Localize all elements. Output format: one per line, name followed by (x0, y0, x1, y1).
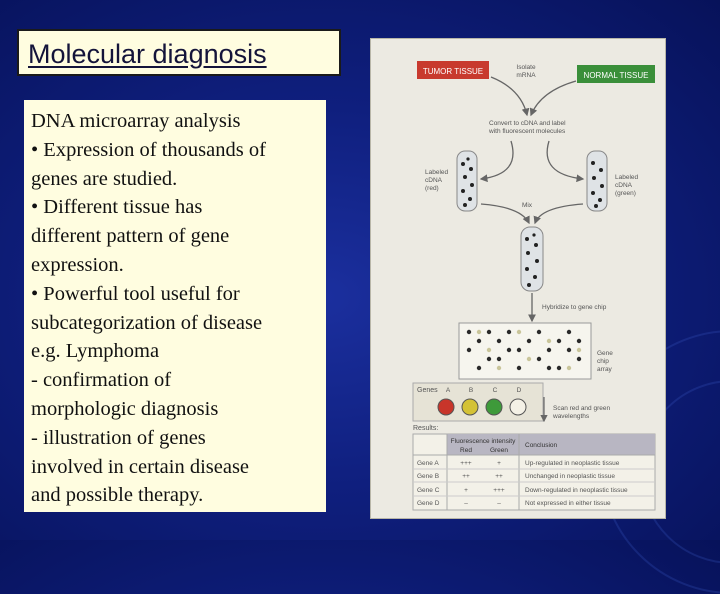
tumor-tissue-label: TUMOR TISSUE (422, 67, 484, 76)
mix-label: Mix (521, 202, 533, 209)
arrow (531, 81, 576, 115)
gene-a-dot (438, 399, 454, 415)
body-line: different pattern of gene (31, 225, 230, 248)
mixed-tube (521, 227, 543, 291)
body-line: • Different tissue has (31, 196, 203, 219)
convert-label: with fluorescent molecules (489, 128, 566, 135)
body-line: subcategorization of disease (31, 311, 263, 334)
body-line: e.g. Lymphoma (31, 340, 160, 363)
table-header-red: Red (460, 447, 472, 454)
green-tube (587, 151, 607, 211)
table-header-group: Fluorescence intensity (450, 438, 516, 445)
labeled-red-label: (red) (425, 185, 439, 192)
convert-label: Convert to cDNA and label (489, 120, 566, 127)
isolate-label: Isolate (516, 64, 536, 71)
table-cell-conclusion: Down-regulated in neoplastic tissue (525, 487, 628, 494)
table-cell-green: + (497, 460, 501, 467)
body-line: genes are studied. (31, 167, 178, 190)
table-cell-gene: Gene C (417, 487, 440, 494)
microarray-diagram (371, 39, 665, 518)
body-line: - confirmation of (31, 369, 172, 392)
arrow (491, 77, 527, 115)
hybridize-label: Hybridize to gene chip (542, 304, 607, 311)
table-header-conclusion: Conclusion (525, 442, 558, 449)
body-line: and possible therapy. (31, 484, 204, 507)
genes-label: Genes (417, 387, 438, 394)
gene-chip-label: array (597, 366, 612, 373)
labeled-red-label: cDNA (425, 177, 442, 184)
arrow (481, 141, 513, 179)
table-cell-green: – (497, 500, 501, 507)
microarray-figure (370, 38, 666, 519)
table-cell-green: +++ (493, 487, 505, 494)
gene-d-dot (510, 399, 526, 415)
table-cell-gene: Gene D (417, 500, 440, 507)
table-cell-red: ++ (462, 473, 470, 480)
scan-label: Scan red and green (553, 405, 611, 412)
scan-label: wavelengths (553, 413, 590, 420)
body-line: • Expression of thousands of (31, 138, 266, 161)
body-line: DNA microarray analysis (31, 110, 241, 132)
gene-b-dot (462, 399, 478, 415)
gene-chip-array (459, 323, 591, 379)
labeled-green-label: Labeled (615, 174, 639, 181)
isolate-label: mRNA (516, 72, 536, 79)
slide-title: Molecular diagnosis (28, 39, 267, 69)
gene-letter: C (492, 387, 498, 394)
gene-chip-label: Gene (597, 350, 613, 357)
labeled-red-label: Labeled (425, 169, 449, 176)
table-cell-gene: Gene B (417, 473, 440, 480)
labeled-green-label: cDNA (615, 182, 632, 189)
gene-letter: A (445, 387, 451, 394)
table-cell-conclusion: Not expressed in either tissue (525, 500, 611, 507)
arrow (547, 141, 583, 179)
red-tube (457, 151, 477, 211)
table-cell-conclusion: Unchanged in neoplastic tissue (525, 473, 615, 480)
normal-tissue-label: NORMAL TISSUE (583, 71, 649, 80)
title-box (17, 29, 341, 76)
body-line: expression. (31, 253, 124, 276)
body-line: - illustration of genes (31, 426, 206, 449)
results-label: Results: (413, 425, 439, 432)
table-cell-red: – (464, 500, 468, 507)
gene-chip-label: chip (597, 358, 609, 365)
table-cell-gene: Gene A (417, 460, 439, 467)
body-line: • Powerful tool useful for (31, 282, 240, 305)
arrow (535, 204, 583, 223)
table-cell-green: ++ (495, 473, 503, 480)
table-cell-conclusion: Up-regulated in neoplastic tissue (525, 460, 620, 467)
body-text-box (24, 100, 326, 512)
gene-letter: D (516, 387, 522, 394)
gene-c-dot (486, 399, 502, 415)
labeled-green-label: (green) (615, 190, 636, 197)
body-line: morphologic diagnosis (31, 397, 219, 420)
table-header-green: Green (489, 447, 509, 454)
table-cell-red: + (464, 487, 468, 494)
body-line: involved in certain disease (31, 455, 250, 478)
table-cell-red: +++ (460, 460, 472, 467)
gene-letter: B (468, 387, 474, 394)
